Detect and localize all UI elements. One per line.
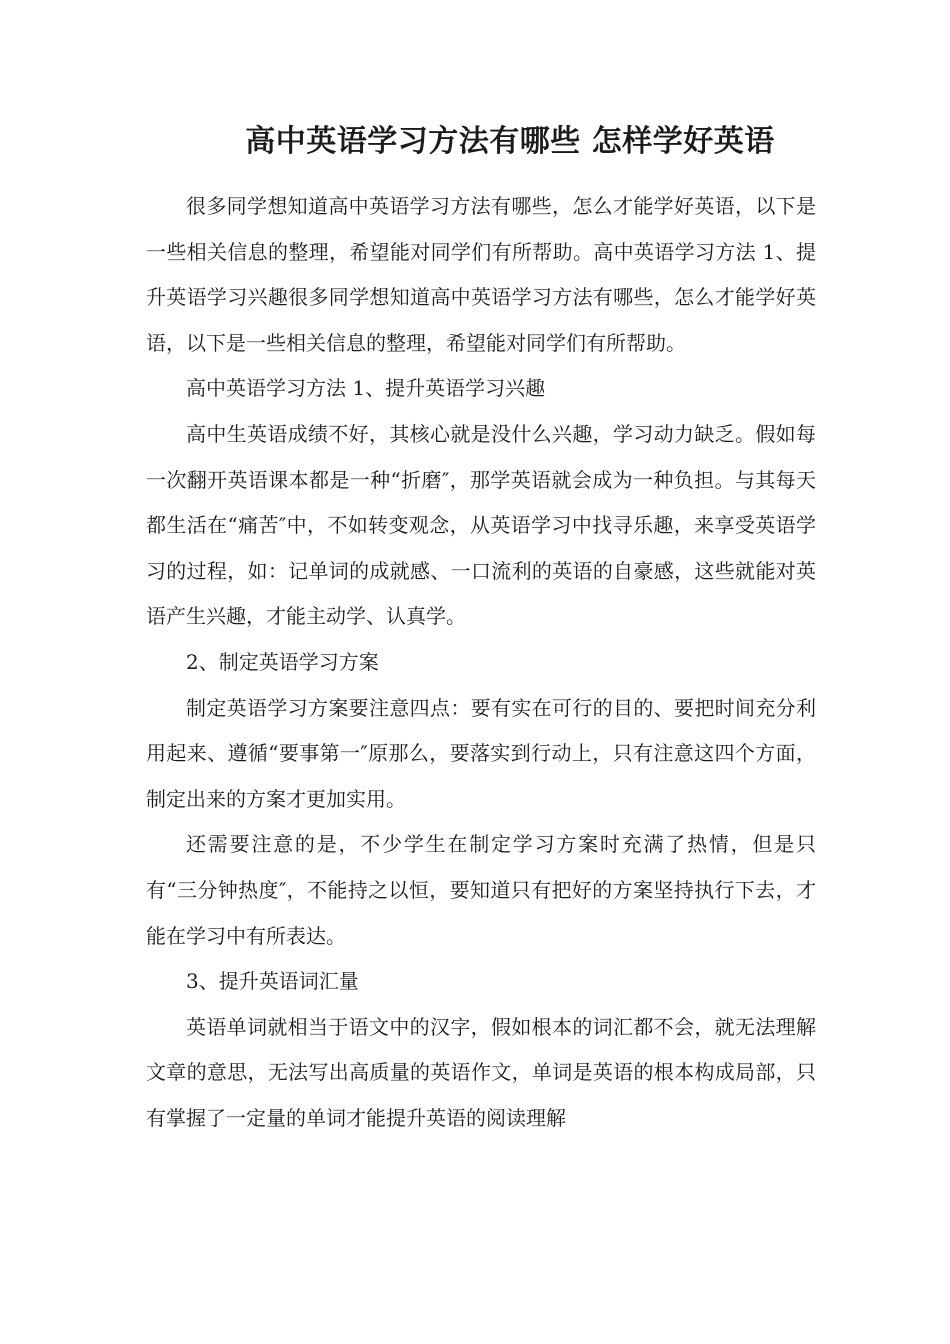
- document-title: 高中英语学习方法有哪些 怎样学好英语: [245, 124, 775, 159]
- paragraph-interest: 高中生英语成绩不好，其核心就是没什么兴趣，学习动力缺乏。假如每一次翻开英语课本都是一种“折磨″，那学英语就会成为一种负担。与其每天都生活在“痛苦″中，不如转变观念，从英语学习中找寻乐趣，来享受英语学习的过程，如：记单词的成就感、一口流利的英语的自豪感，这些就能对英语产生兴趣，才能主动学、认真学。: [146, 421, 816, 629]
- paragraph-vocabulary: 英语单词就相当于语文中的汉字，假如根本的词汇都不会，就无法理解文章的意思，无法写出高质量的英语作文，单词是英语的根本构成局部，只有掌握了一定量的单词才能提升英语的阅读理解: [146, 1014, 816, 1130]
- section-heading-2: 2、制定英语学习方案: [186, 649, 379, 674]
- section-heading-1: 高中英语学习方法 1、提升英语学习兴趣: [186, 376, 546, 401]
- paragraph-plan: 制定英语学习方案要注意四点：要有实在可行的目的、要把时间充分利用起来、遵循“要事第一″原那么，要落实到行动上，只有注意这四个方面，制定出来的方案才更加实用。: [146, 695, 816, 811]
- paragraph-persistence: 还需要注意的是，不少学生在制定学习方案时充满了热情，但是只有“三分钟热度″，不能持之以恒，要知道只有把好的方案坚持执行下去，才能在学习中有所表达。: [146, 832, 816, 948]
- document-body: [146, 184, 816, 1141]
- section-heading-3: 3、提升英语词汇量: [186, 969, 359, 994]
- paragraph-intro: 很多同学想知道高中英语学习方法有哪些，怎么才能学好英语，以下是一些相关信息的整理，希望能对同学们有所帮助。高中英语学习方法 1、提升英语学习兴趣很多同学想知道高中英语学习方法有哪些，怎么才能学好英语，以下是一些相关信息的整理，希望能对同学们有所帮助。: [146, 194, 816, 355]
